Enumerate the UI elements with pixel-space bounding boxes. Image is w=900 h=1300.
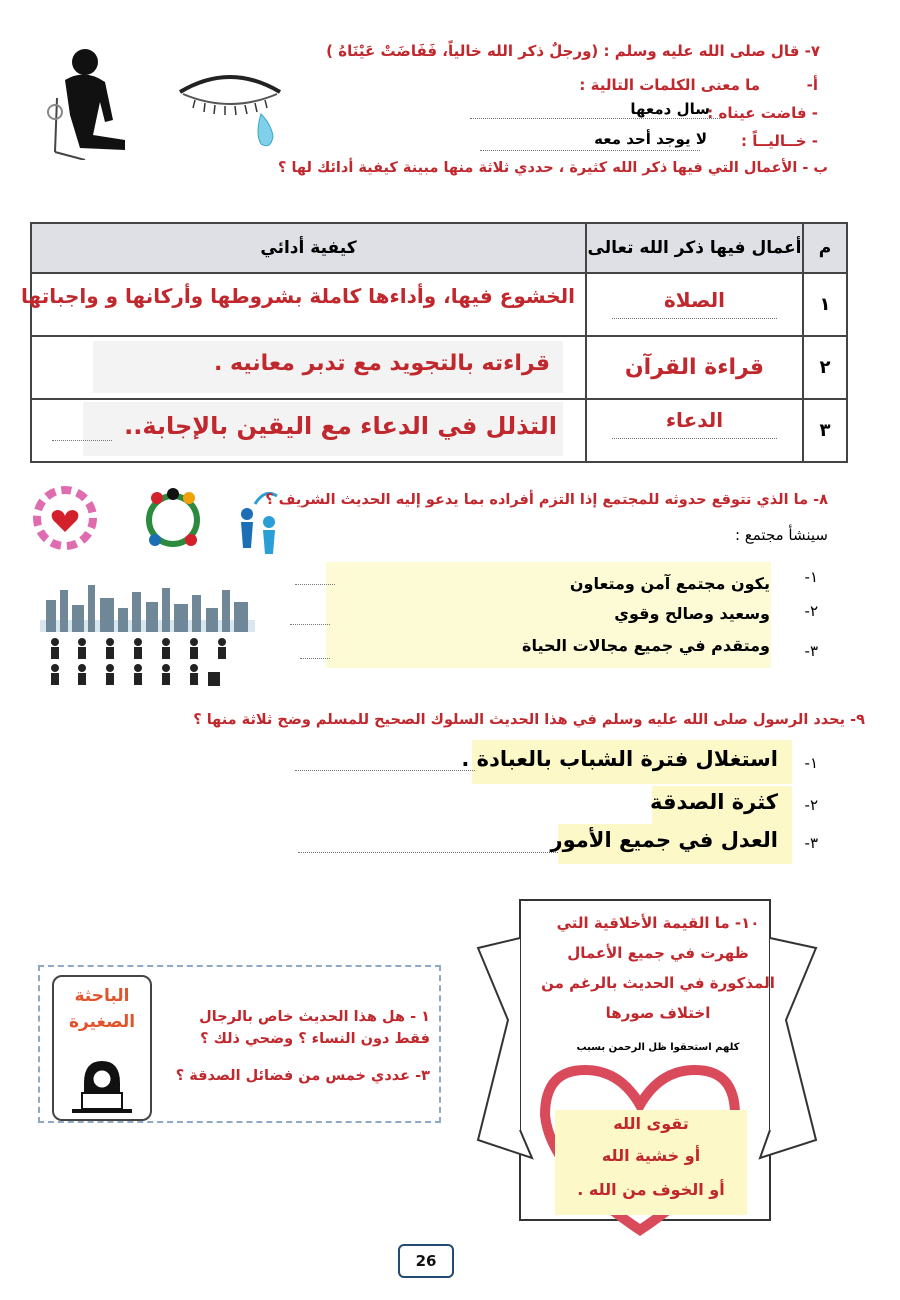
- row-how-cell: [31, 399, 586, 462]
- people-circle-icon: [149, 488, 197, 546]
- researcher-q1: ١ - هل هذا الحديث خاص بالرجال فقط دون النساء ؟ وضحي ذلك ؟: [199, 1009, 430, 1047]
- answer-line: [612, 318, 777, 319]
- community-icons: [25, 482, 285, 557]
- answer-line: [470, 118, 720, 119]
- q8-item-number: ٣-: [804, 642, 818, 660]
- q10-answer2: أو خشية الله: [601, 1146, 701, 1165]
- q7-a-text: ما معنى الكلمات التالية :: [579, 76, 760, 94]
- row-how: التذلل في الدعاء مع اليقين بالإجابة..: [124, 412, 557, 440]
- row-how: قراءته بالتجويد مع تدبر معانيه .: [214, 351, 550, 376]
- row-deed-cell: [586, 336, 803, 399]
- row-number: ٣: [803, 399, 847, 462]
- q7-word1-answer: سال دمعها: [630, 100, 710, 118]
- q9-item-answer: كثرة الصدقة: [650, 790, 778, 814]
- q8-title: ٨- ما الذي تتوقع حدوثه للمجتمع إذا التزم أفراده بما يدعو إليه الحديث الشريف ؟: [265, 492, 828, 508]
- row-deed-cell: [586, 399, 803, 462]
- table-row: [31, 273, 847, 336]
- q7-word1-label: - فاضت عيناه :: [707, 104, 818, 122]
- q9-title: ٩- يحدد الرسول صلى الله عليه وسلم في هذا الحديث السلوك الصحيح للمسلم وضح ثلاثة منها ؟: [193, 712, 865, 728]
- row-number: ١: [803, 273, 847, 336]
- q7-b-text: ب - الأعمال التي فيها ذكر الله كثيرة ، حددي ثلاثة منها مبينة كيفية أدائك لها ؟: [278, 160, 828, 176]
- col-header-index: م: [803, 223, 847, 273]
- researcher-q3: ٣- عددي خمس من فضائل الصدقة ؟: [175, 1068, 430, 1084]
- answer-line: [295, 770, 475, 771]
- sad-person-icon: [45, 40, 130, 160]
- q8-item-number: ١-: [804, 568, 818, 586]
- answer-line: [612, 438, 777, 439]
- q8-item-number: ٢-: [804, 602, 818, 620]
- crying-eye-icon: [175, 62, 285, 152]
- row-how-cell: [21, 273, 586, 336]
- q7-a-label: أ-: [806, 76, 818, 94]
- row-deed-cell: [586, 273, 803, 336]
- answer-line: [300, 658, 330, 659]
- q10-title: ١٠- ما القيمة الأخلاقية التي ظهرت في جميع الأعمال المذكورة في الحديث بالرغم من اختلاف صورها: [541, 914, 775, 1022]
- q8-lead: سينشأ مجتمع :: [734, 526, 828, 544]
- researcher-badge: [52, 975, 152, 1121]
- table-row: [31, 336, 847, 399]
- q7-word2-label: - خــاليــاً :: [740, 132, 818, 150]
- col-header-deed: أعمال فيها ذكر الله تعالى: [586, 223, 803, 273]
- row-deed: الصلاة: [663, 288, 726, 312]
- answer-line: [290, 624, 330, 625]
- col-header-how: كيفية أدائي: [31, 223, 586, 273]
- q8-item-answer: وسعيد وصالح وقوي: [614, 604, 770, 623]
- q9-item-answer: العدل في جميع الأمور: [550, 828, 778, 852]
- girl-laptop-icon: [54, 1055, 150, 1115]
- q10-answer1: تقوى الله: [613, 1114, 689, 1133]
- q8-item-answer: يكون مجتمع آمن ومتعاون: [569, 574, 770, 593]
- q8-item-answer: ومتقدم في جميع مجالات الحياة: [522, 636, 770, 655]
- table-header-row: [31, 223, 847, 273]
- q10-note: كلهم استحقوا ظل الرحمن بسبب: [576, 1042, 740, 1053]
- q9-item-number: ٣-: [804, 834, 818, 852]
- q9-item-answer: استغلال فترة الشباب بالعبادة .: [461, 747, 778, 771]
- row-deed: قراءة القرآن: [624, 355, 765, 380]
- row-how-cell: [31, 336, 586, 399]
- q7-title: ٧- قال صلى الله عليه وسلم : (ورجلٌ ذكر الله خالياً، فَفَاضَتْ عَيْنَاهُ ): [326, 42, 820, 60]
- answer-line: [480, 150, 700, 151]
- answer-line: [52, 440, 112, 441]
- city-people-icon: [40, 580, 255, 690]
- page-number: 26: [398, 1244, 454, 1278]
- row-how: الخشوع فيها، وأداءها كاملة بشروطها وأركانها و واجباتها: [21, 284, 575, 308]
- heart-circle-icon: [37, 490, 93, 546]
- q9-item-number: ١-: [804, 754, 818, 772]
- researcher-badge-label: الباحثة الصغيرة: [68, 986, 136, 1032]
- deeds-table: [21, 222, 848, 463]
- q7-word2-answer: لا يوجد أحد معه: [594, 130, 707, 148]
- answer-line: [295, 584, 335, 585]
- row-deed: الدعاء: [665, 408, 724, 432]
- q9-item-number: ٢-: [804, 796, 818, 814]
- answer-line: [298, 852, 558, 853]
- q10-answer3: أو الخوف من الله .: [577, 1180, 725, 1199]
- table-row: [31, 399, 847, 462]
- row-number: ٢: [803, 336, 847, 399]
